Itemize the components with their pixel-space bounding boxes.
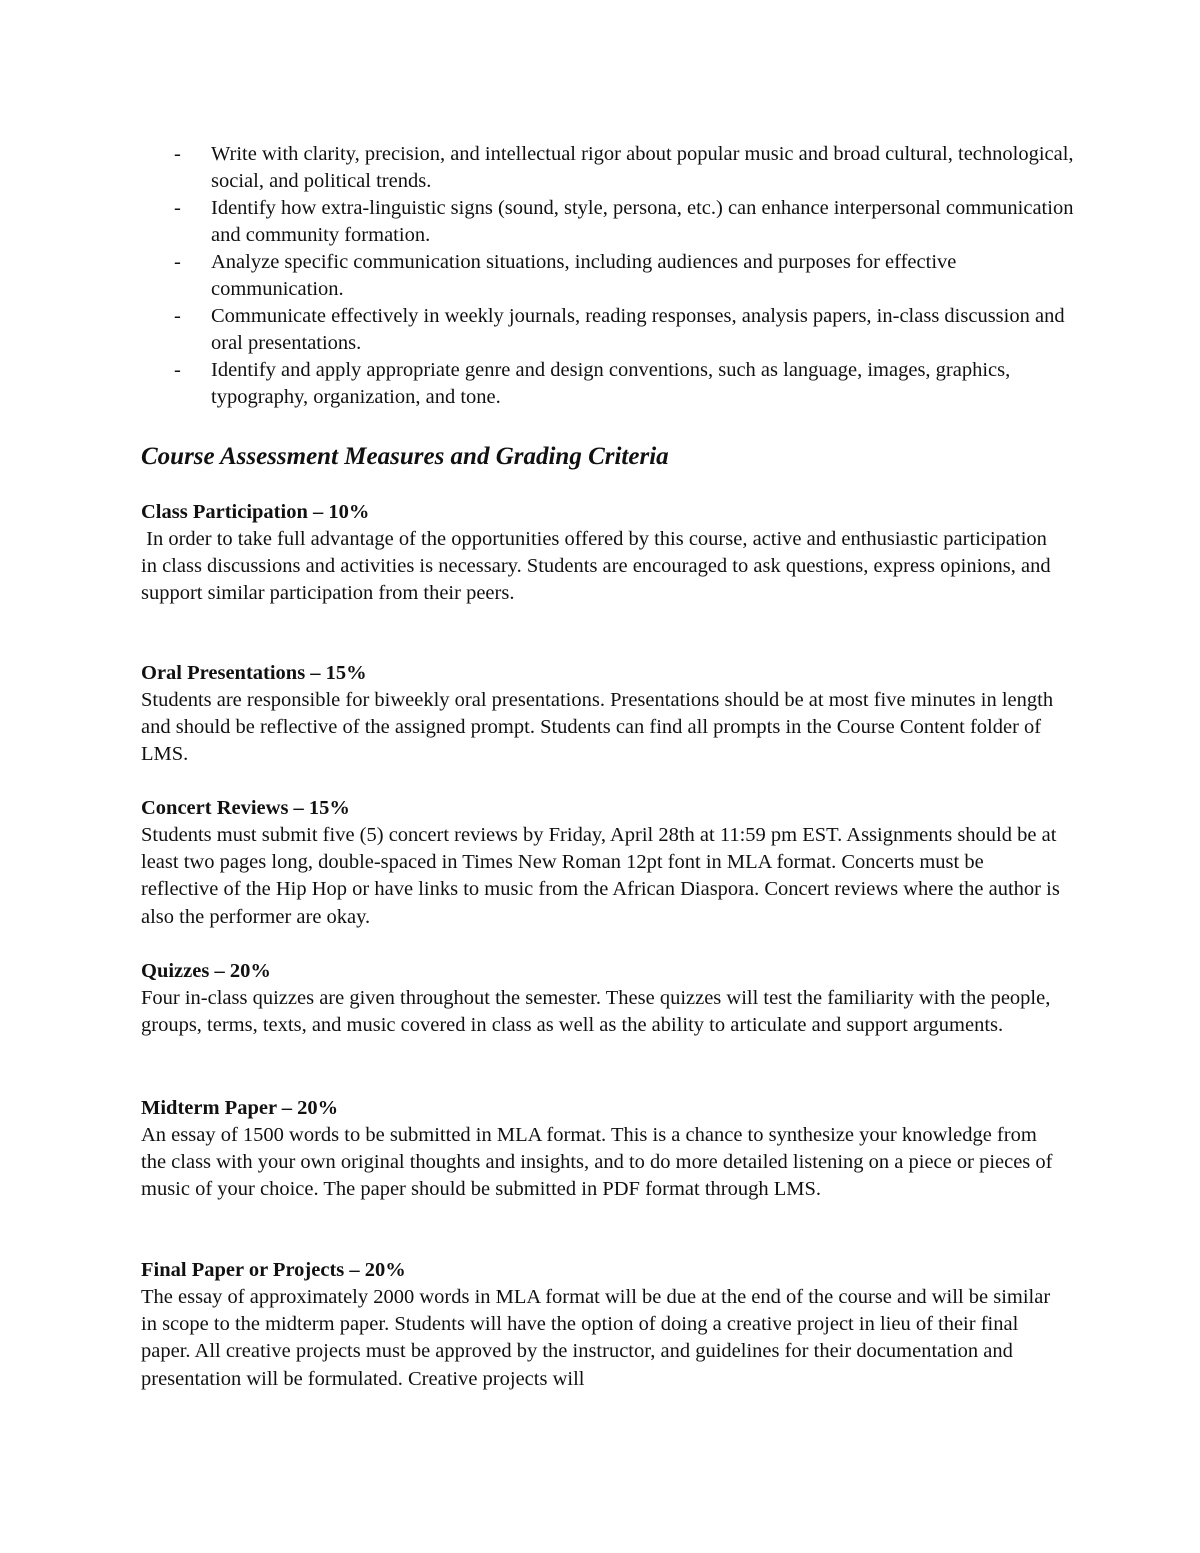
section-midterm-paper xyxy=(141,1095,1066,1204)
section-body: Students are responsible for biweekly oral presentations. Presentations should be at most five minutes in length and should be reflective of the assigned prompt. Students can find all prompts in the Course Content folder of LMS. xyxy=(141,689,1054,766)
section-body: In order to take full advantage of the opportunities offered by this course, active and enthusiastic participation in class discussions and activities is necessary. Students are encouraged to ask questions, express opinions, and support similar participation from their peers. xyxy=(141,528,1056,605)
bullet-dash: - xyxy=(174,197,181,219)
bullet-dash: - xyxy=(174,305,181,327)
section-title: Oral Presentations – 15% xyxy=(141,662,367,684)
section-body: An essay of 1500 words to be submitted in MLA format. This is a chance to synthesize your knowledge from the class with your own original thoughts and insights, and to do more detailed listening on a piece or pieces of music of your choice. The paper should be submitted in PDF format through LMS. xyxy=(141,1124,1053,1201)
section-body: The essay of approximately 2000 words in MLA format will be due at the end of the course and will be similar in scope to the midterm paper. Students will have the option of doing a creative project in lieu of their final paper. All creative projects must be approved by the instructor, and guidelines for their documentation and presentation will be formulated. Creative projects will xyxy=(141,1286,1051,1390)
section-title: Quizzes – 20% xyxy=(141,960,271,982)
section-quizzes xyxy=(141,958,1066,1039)
list-item-text: Communicate effectively in weekly journals, reading responses, analysis papers, in-class discussion and oral presentations. xyxy=(211,305,1065,354)
bullet-dash: - xyxy=(174,143,181,165)
list-item xyxy=(174,303,1074,357)
section-body: Students must submit five (5) concert reviews by Friday, April 28th at 11:59 pm EST. Assignments should be at least two pages long, double-spaced in Times New Roman 12pt font in MLA format. Concerts must be reflective of the Hip Hop or have links to music from the African Diaspora. Concert reviews where the author is also the performer are okay. xyxy=(141,824,1060,928)
section-class-participation xyxy=(141,499,1066,608)
list-item-text: Identify and apply appropriate genre and design conventions, such as language, images, graphics, typography, organization, and tone. xyxy=(211,359,1011,408)
list-item xyxy=(174,141,1074,195)
list-item xyxy=(174,249,1074,303)
list-item-text: Write with clarity, precision, and intellectual rigor about popular music and broad cultural, technological, social, and political trends. xyxy=(211,143,1074,192)
section-title: Class Participation – 10% xyxy=(141,501,370,523)
assessment-heading: Course Assessment Measures and Grading Criteria xyxy=(141,443,669,470)
list-item-text: Analyze specific communication situations, including audiences and purposes for effective communication. xyxy=(211,251,957,300)
section-body: Four in-class quizzes are given throughout the semester. These quizzes will test the familiarity with the people, groups, terms, texts, and music covered in class as well as the ability to articulate and support arguments. xyxy=(141,987,1051,1037)
section-title: Concert Reviews – 15% xyxy=(141,797,350,819)
learning-outcomes-list xyxy=(174,141,1074,411)
list-item xyxy=(174,357,1074,411)
section-oral-presentations xyxy=(141,660,1066,769)
list-item xyxy=(174,195,1074,249)
section-concert-reviews xyxy=(141,795,1066,931)
section-title: Final Paper or Projects – 20% xyxy=(141,1259,406,1281)
bullet-dash: - xyxy=(174,359,181,381)
section-final-paper xyxy=(141,1257,1066,1393)
list-item-text: Identify how extra-linguistic signs (sound, style, persona, etc.) can enhance interpersonal communication and community formation. xyxy=(211,197,1074,246)
section-title: Midterm Paper – 20% xyxy=(141,1097,339,1119)
bullet-dash: - xyxy=(174,251,181,273)
